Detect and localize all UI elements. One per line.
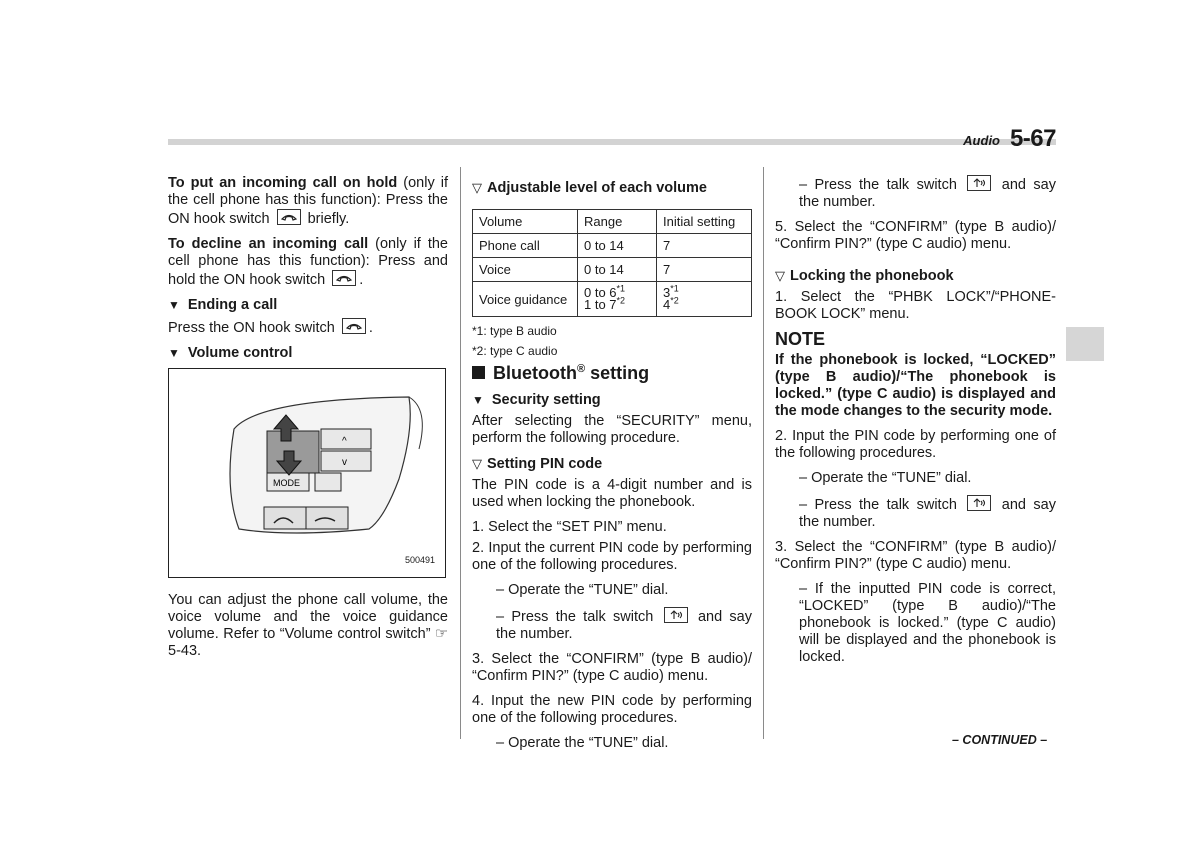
- note-heading: NOTE: [775, 329, 826, 349]
- talk-switch-icon: [967, 495, 991, 511]
- step-2: 2. Input the current PIN code by performing one of the following procedures.: [472, 540, 752, 573]
- volume-table: [472, 209, 752, 317]
- figure-id: 500491: [404, 555, 435, 565]
- security-paragraph: After selecting the “SECURITY” menu, perform the following procedure.: [472, 413, 752, 446]
- lock-step-1: 1. Select the “PHBK LOCK”/“PHONE-BOOK LOCK” menu.: [775, 289, 1056, 322]
- step-5: 5. Select the “CONFIRM” (type B audio)/ “Confirm PIN?” (type C audio) menu.: [775, 219, 1056, 252]
- ending-heading: ▼ Ending a call: [168, 297, 278, 313]
- lock-step-3: 3. Select the “CONFIRM” (type B audio)/ “Confirm PIN?” (type C audio) menu.: [775, 539, 1056, 572]
- steering-switch-figure: [168, 368, 446, 578]
- step-3: 3. Select the “CONFIRM” (type B audio)/ “Confirm PIN?” (type C audio) menu.: [472, 651, 752, 684]
- column-1: [168, 175, 448, 668]
- step-1: 1. Select the “SET PIN” menu.: [472, 519, 667, 535]
- lock-step-2-option-b: – Press the talk switch and say the number.: [799, 497, 1056, 530]
- table-row: [473, 282, 752, 317]
- page-number: 5-67: [1009, 125, 1056, 152]
- footnote: *2: type C audio: [472, 344, 558, 358]
- hold-text-end: briefly.: [303, 211, 350, 227]
- table-header-cell: Range: [578, 210, 657, 234]
- volume-heading: ▼ Volume control: [168, 345, 293, 361]
- table-header-cell: Initial setting: [657, 210, 752, 234]
- adjust-heading: ▽ Adjustable level of each volume: [472, 180, 707, 196]
- on-hook-icon: [332, 270, 356, 286]
- decline-heading: To decline an incoming call: [168, 236, 369, 252]
- header-bar: [168, 139, 1056, 145]
- ending-paragraph: Press the ON hook switch .: [168, 320, 373, 336]
- note-body: If the phonebook is locked, “LOCKED” (type B audio)/“The phonebook is locked.” (type C audio) is displayed and the mode changes to the security mode.: [775, 352, 1056, 419]
- table-row: [473, 258, 752, 282]
- table-cell: 7: [657, 258, 752, 282]
- figure-mode-label: MODE: [273, 478, 300, 488]
- security-heading: ▼ Security setting: [472, 392, 601, 408]
- decline-paragraph: [168, 236, 448, 289]
- table-cell: Voice guidance: [473, 282, 578, 317]
- hold-heading: To put an incoming call on hold: [168, 175, 398, 191]
- lock-step-2-option-a: – Operate the “TUNE” dial.: [799, 470, 972, 486]
- talk-switch-icon: [664, 607, 688, 623]
- table-cell: 7: [657, 234, 752, 258]
- decline-text-end: .: [359, 272, 364, 288]
- open-triangle-icon: ▽: [775, 268, 785, 283]
- table-cell: Phone call: [473, 234, 578, 258]
- bluetooth-heading: Bluetooth® setting: [472, 365, 752, 382]
- triangle-down-icon: ▼: [168, 298, 180, 312]
- triangle-down-icon: ▼: [472, 393, 484, 407]
- hold-text: (only if the cell phone has this function): Press the ON hook switch: [168, 175, 448, 227]
- on-hook-icon: [342, 318, 366, 334]
- section-title: Audio: [963, 133, 1000, 148]
- lock-step-2: 2. Input the PIN code by performing one of the following procedures.: [775, 428, 1056, 461]
- table-cell: 0 to 14: [578, 234, 657, 258]
- table-cell: 0 to 6$^{*1}$ 1 to 7$^{*2}$: [578, 282, 657, 317]
- on-hook-icon: [277, 209, 301, 225]
- pin-heading: ▽ Setting PIN code: [472, 456, 603, 472]
- table-cell: 0 to 14: [578, 258, 657, 282]
- table-header-cell: Volume: [473, 210, 578, 234]
- footnote: *1: type B audio: [472, 324, 557, 338]
- pin-paragraph: The PIN code is a 4-digit number and is used when locking the phonebook.: [472, 477, 752, 510]
- talk-switch-icon: [967, 175, 991, 191]
- continued-label: – CONTINUED –: [952, 733, 1048, 747]
- adjust-paragraph: You can adjust the phone call volume, the voice volume and the voice guidance volume. Refer to “Volume control switch” ☞5-43.: [168, 592, 448, 659]
- steering-switch-illustration: [169, 369, 445, 577]
- step-2-option-b: – Press the talk switch and say the number.: [496, 609, 752, 642]
- chapter-tab: [1066, 327, 1104, 361]
- svg-text:v: v: [342, 457, 347, 468]
- column-divider: [460, 167, 461, 739]
- open-triangle-icon: ▽: [472, 180, 482, 195]
- column-3: [775, 175, 1056, 674]
- step-4: 4. Input the new PIN code by performing one of the following procedures.: [472, 693, 752, 726]
- table-header-row: [473, 210, 752, 234]
- square-bullet-icon: [472, 366, 485, 379]
- table-row: [473, 234, 752, 258]
- talk-switch-option: – Press the talk switch and say the number.: [799, 177, 1056, 210]
- lock-step-3-option-a: – If the inputted PIN code is correct, “LOCKED” (type B audio)/“The phonebook is locked.” (type C audio) will be displayed and the phonebook is locked.: [799, 581, 1056, 665]
- hold-paragraph: [168, 175, 448, 228]
- table-cell: 3$^{*1}$ 4$^{*2}$: [657, 282, 752, 317]
- step-4-option-a: – Operate the “TUNE” dial.: [496, 735, 669, 751]
- svg-text:^: ^: [342, 436, 347, 447]
- column-divider: [763, 167, 764, 739]
- lock-heading: ▽ Locking the phonebook: [775, 268, 954, 284]
- table-cell: Voice: [473, 258, 578, 282]
- step-2-option-a: – Operate the “TUNE” dial.: [496, 582, 669, 598]
- triangle-down-icon: ▼: [168, 346, 180, 360]
- decline-text: (only if the cell phone has this function): Press and hold the ON hook switch: [168, 236, 448, 288]
- open-triangle-icon: ▽: [472, 456, 482, 471]
- column-2: [472, 179, 752, 760]
